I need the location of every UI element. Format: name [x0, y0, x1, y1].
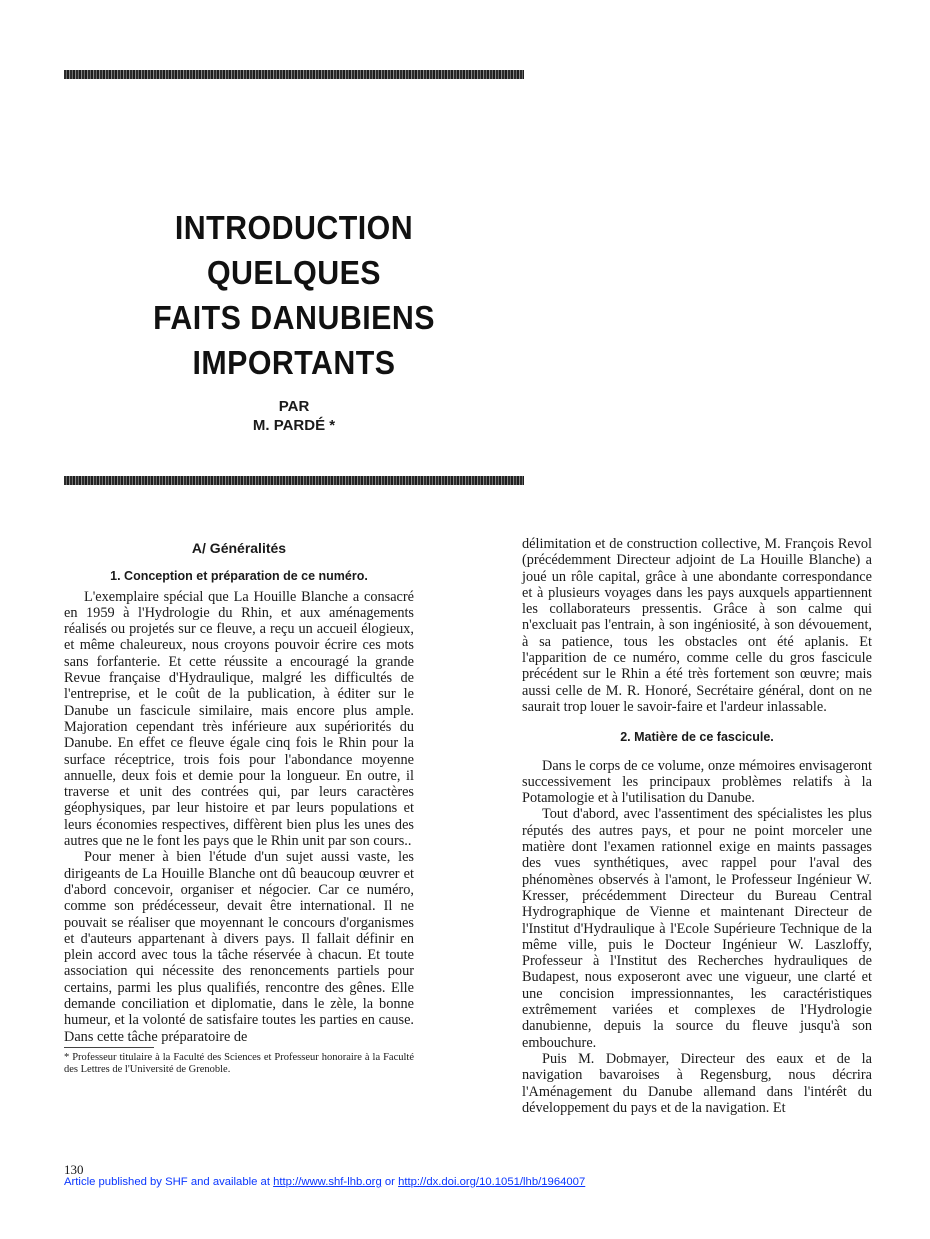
paragraph: Pour mener à bien l'étude d'un sujet aussi vaste, les dirigeants de La Houille Blanche ont dû beaucoup œuvrer et d'abord concevoir, organiser et négocier. Car ce numéro, comme son prédécesseur, devait être international. Il ne pouvait se réaliser que moyennant le concours d'organismes et d'auteurs appartenant à divers pays. Il fallait définir en plein accord avec tous la tâche réservée à chacun. Et toute association qui nécessite des renoncements partiels pour certains, parmi les plus qualifiés, rencontre des gênes. Elle demande conciliation et diplomatie, dans le zèle, la bonne humeur, et la volonté de satisfaire toutes les parties en cause. Dans cette tâche préparatoire de — [64, 849, 414, 1045]
paragraph: Dans le corps de ce volume, onze mémoires envisageront successivement les principaux problèmes relatifs à la Potamologie et à l'utilisation du Danube. — [522, 757, 872, 807]
left-column — [64, 536, 414, 1076]
title-line-2: QUELQUES — [206, 254, 382, 291]
section-heading: A/ Généralités — [191, 540, 287, 556]
title-line-4: IMPORTANTS — [192, 344, 396, 381]
page-number: 130 — [64, 1162, 84, 1177]
title-line-3: FAITS DANUBIENS — [153, 299, 435, 336]
title-line-1: INTRODUCTION — [174, 209, 414, 246]
doi-link[interactable]: http://dx.doi.org/10.1051/lhb/1964007 — [398, 1176, 586, 1188]
paragraph-continued: délimitation et de construction collective, M. François Revol (précédemment Directeur adjoint de La Houille Blanche) a joué un rôle capital, grâce à une abondante correspondance et à plusieurs voyages dans les pays auxquels appartiennent les collaborateurs pressentis. Grâce à son calme qui n'excluait pas l'entrain, à son ingéniosité, à son dévouement, à sa patience, tous les obstacles ont été aplanis. Et l'apparition de ce numéro, comme celle du gros fascicule précédent sur le Rhin a été très fortement son œuvre; mais aussi celle de M. R. Honoré, Secrétaire général, dont on ne saurait trop louer le savoir-faire et l'ardeur inlassable. — [522, 536, 872, 715]
publisher-note — [64, 1176, 585, 1188]
article-title-block — [64, 205, 524, 435]
header-rule-top — [64, 70, 524, 79]
publisher-or: or — [381, 1176, 399, 1188]
shf-link[interactable]: http://www.shf-lhb.org — [273, 1176, 382, 1188]
right-column — [522, 536, 872, 1116]
subheading-1: 1. Conception et préparation de ce numéro. — [110, 569, 368, 584]
footnote-divider — [64, 1047, 154, 1048]
footnote: * Professeur titulaire à la Faculté des Sciences et Professeur honoraire à la Faculté des Lettres de l'Université de Grenoble. — [64, 1051, 414, 1075]
paragraph: Puis M. Dobmayer, Directeur des eaux et de la navigation bavaroises à Regensburg, nous décrira l'Aménagement du Danube allemand dans l'intérêt du développement du pays et de la navigation. Et — [522, 1050, 872, 1116]
publisher-prefix: Article published by SHF and available at — [64, 1176, 274, 1188]
paragraph: Tout d'abord, avec l'assentiment des spécialistes les plus réputés des autres pays, et pour ne point morceler une matière dont l'examen rationnel exige en maints passages des vues synthétiques, avec rappel pour l'aval des phénomènes observés à l'amont, le Professeur Ingénieur W. Kresser, précédemment Directeur du Bureau Central Hydrographique de Vienne et maintenant Directeur de l'Institut d'Hydraulique à l'Ecole Supérieure Technique de la même ville, puis le Docteur Ingénieur W. Laszloffy, Professeur à l'Institut des Recherches hydrauliques de Budapest, nous exposeront avec une vigueur, une clarté et une concision impressionnantes, les caractéristiques extrêmement variées et complexes de l'Hydrologie danubienne, depuis la source du fleuve jusqu'à son embouchure. — [522, 806, 872, 1051]
byline-par: PAR — [278, 398, 310, 415]
subheading-2: 2. Matière de ce fascicule. — [620, 730, 774, 745]
header-rule-bottom — [64, 476, 524, 485]
paragraph: L'exemplaire spécial que La Houille Blanche a consacré en 1959 à l'Hydrologie du Rhin, et aux aménagements réalisés ou projetés sur ce fleuve, a reçu un accueil élogieux, et même chaleureux, nous croyons pouvoir écrire ces mots sans forfanterie. Et cette réussite a encouragé la grande Revue française d'Hydraulique, malgré les difficultés de l'entreprise, et le coût de la publication, à éditer sur le Danube un fascicule similaire, mais encore plus ample. Majoration cependant très inférieure aux supériorités du Danube. En effet ce fleuve égale cinq fois le Rhin pour la surface réceptrice, trois fois pour l'abondance moyenne annuelle, deux fois et demie pour la longueur. En outre, il traverse et unit des contrées qui, par leurs caractères géophysiques, par leur histoire et par leurs populations et leurs économies respectives, diffèrent bien plus les unes des autres que ne le font les pays que le Rhin unit par son cours.. — [64, 588, 414, 850]
byline-author: M. PARDÉ * — [252, 417, 336, 434]
